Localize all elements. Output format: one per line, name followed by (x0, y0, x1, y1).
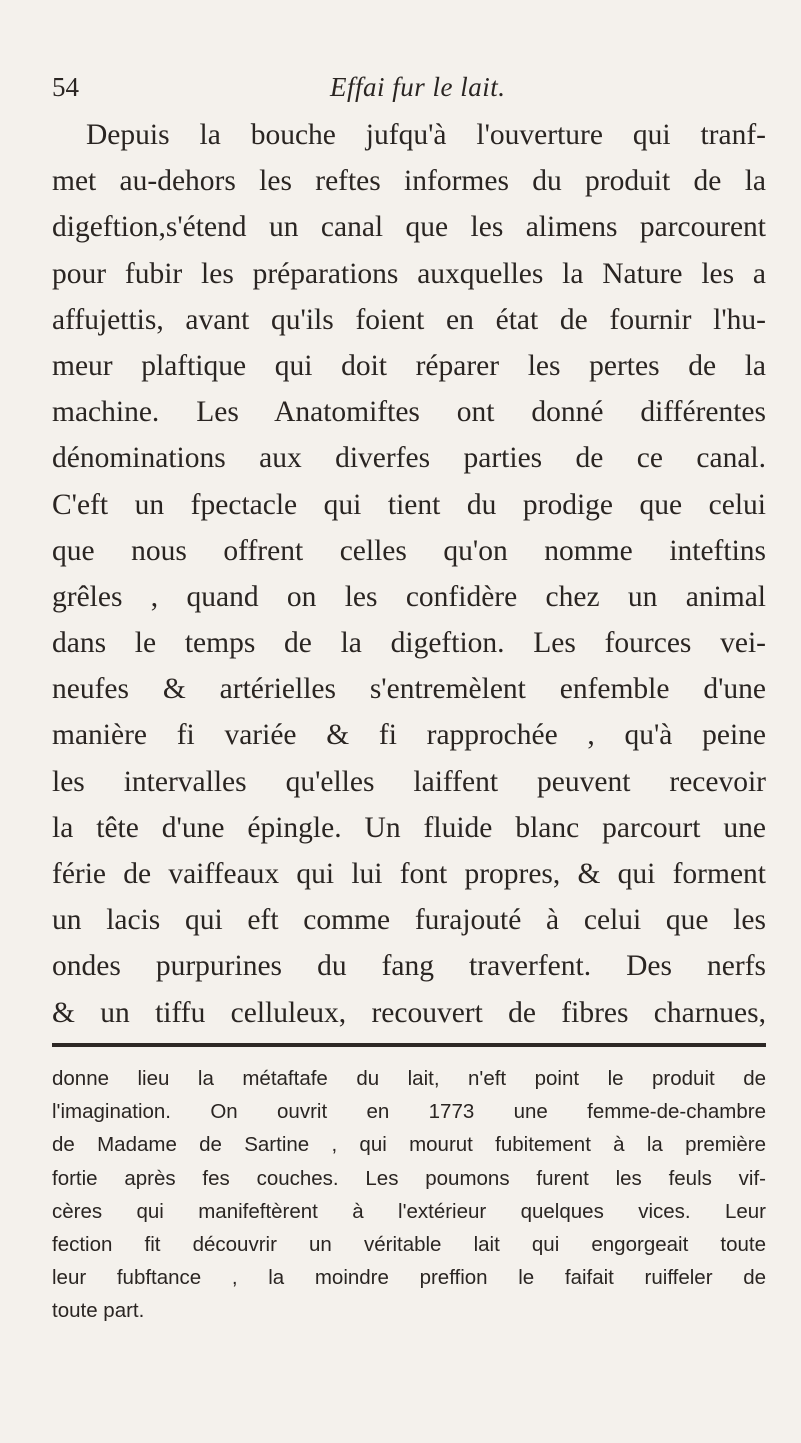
text-line: dans le temps de la digeftion. Les fources vei- (52, 627, 766, 660)
text-line: neufes & artérielles s'entremèlent enfemble d'une (52, 673, 766, 706)
footnote-line: l'imagination. On ouvrit en 1773 une femme-de-chambre (52, 1100, 766, 1124)
page-header (52, 72, 752, 112)
footnote-separator-rule (52, 1043, 766, 1047)
text-line: & un tiffu celluleux, recouvert de fibres charnues, (52, 996, 766, 1029)
text-line: dénominations aux diverfes parties de ce canal. (52, 442, 766, 475)
text-line: férie de vaiffeaux qui lui font propres, & qui forment (52, 858, 766, 890)
text-line: grêles , quand on les confidère chez un animal (52, 580, 766, 613)
text-line: pour fubir les préparations auxquelles la Nature les a (52, 257, 766, 290)
text-line: manière fi variée & fi rapprochée , qu'à peine (52, 719, 766, 752)
text-line: digeftion,s'étend un canal que les alimens parcourent (52, 211, 766, 244)
footnote-line: fection fit découvrir un véritable lait qui engorgeait toute (52, 1232, 766, 1256)
text-line: la tête d'une épingle. Un fluide blanc parcourt une (52, 811, 766, 844)
running-title: Effai fur le lait. (330, 72, 506, 102)
footnote-line: toute part. (52, 1299, 145, 1323)
footnote-line: de Madame de Sartine , qui mourut fubitement à la première (52, 1133, 766, 1157)
text-line: un lacis qui eft comme furajouté à celui que les (52, 904, 766, 937)
page-number: 54 (52, 72, 79, 102)
footnote-line: leur fubftance , la moindre preffion le faifait ruiffeler de (52, 1266, 766, 1290)
text-line: Depuis la bouche jufqu'à l'ouverture qui tranf- (86, 119, 766, 151)
text-line: meur plaftique qui doit réparer les pertes de la (52, 349, 766, 382)
text-line: que nous offrent celles qu'on nomme inteftins (52, 534, 766, 567)
text-line: met au-dehors les reftes informes du produit de la (52, 165, 766, 198)
text-line: affujettis, avant qu'ils foient en état de fournir l'hu- (52, 303, 766, 336)
footnote (52, 1062, 766, 1328)
text-line: machine. Les Anatomiftes ont donné différentes (52, 396, 766, 429)
text-line: C'eft un fpectacle qui tient du prodige que celui (52, 488, 766, 521)
footnote-line: donne lieu la métaftafe du lait, n'eft point le produit de (52, 1067, 766, 1090)
footnote-line: cères qui manifeftèrent à l'extérieur quelques vices. Leur (52, 1199, 766, 1223)
footnote-line: fortie après fes couches. Les poumons furent les feuls vif- (52, 1166, 766, 1190)
text-line: les intervalles qu'elles laiffent peuvent recevoir (52, 765, 766, 798)
text-line: ondes purpurines du fang traverfent. Des nerfs (52, 950, 766, 983)
main-text (52, 112, 766, 1036)
